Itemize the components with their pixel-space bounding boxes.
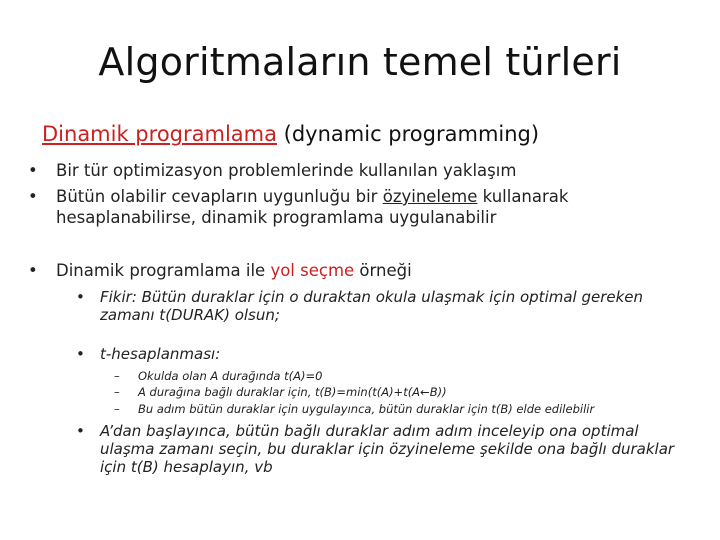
bullet-marker: • bbox=[28, 187, 38, 206]
sub-sub-bullet-item bbox=[114, 385, 714, 401]
sub-bullet-marker: • bbox=[76, 345, 85, 363]
bullet-item bbox=[28, 160, 718, 182]
sub-sub-bullet-item bbox=[114, 402, 714, 418]
bullet-item bbox=[28, 260, 718, 282]
bullet-text-post: kullanarak hesaplanabilirse, dinamik programlama uygulanabilir bbox=[56, 187, 569, 227]
bullet-text bbox=[56, 260, 676, 281]
sub-sub-bullet-text: A durağına bağlı duraklar için, t(B)=min(t(A)+t(A←B)) bbox=[138, 385, 447, 399]
bullet-text-underlined: özyineleme bbox=[382, 187, 478, 206]
heading-rest: (dynamic programming) bbox=[276, 122, 540, 146]
heading-term: Dinamik programlama bbox=[42, 122, 277, 146]
dash-marker: – bbox=[114, 385, 120, 399]
sub-sub-bullet-text: Okulda olan A durağında t(A)=0 bbox=[138, 369, 323, 383]
sub-sub-bullet-item bbox=[114, 369, 714, 385]
bullet-text-highlight: yol seçme bbox=[270, 261, 355, 280]
sub-bullet-text: A’dan başlayınca, bütün bağlı duraklar adım adım inceleyip ona optimal ulaşma zamanı seçin, bu duraklar için özyineleme şekilde ona bağlı duraklar için t(B) hesaplayın, vb bbox=[100, 422, 675, 476]
bullet-text: Bir tür optimizasyon problemlerinde kullanılan yaklaşım bbox=[56, 161, 517, 180]
dash-marker: – bbox=[114, 402, 120, 416]
sub-bullet-item bbox=[76, 422, 716, 482]
sub-bullet-item bbox=[76, 345, 716, 365]
section-heading bbox=[42, 122, 539, 146]
sub-bullet-marker: • bbox=[76, 288, 85, 306]
bullet-text-pre: Dinamik programlama ile bbox=[56, 261, 271, 280]
dash-marker: – bbox=[114, 369, 120, 383]
slide-title: Algoritmaların temel türleri bbox=[98, 40, 622, 84]
bullet-text-post: örneği bbox=[354, 261, 412, 280]
bullet-marker: • bbox=[28, 161, 38, 180]
sub-bullet-text: t-hesaplanması: bbox=[100, 345, 221, 363]
bullet-text-pre: Bütün olabilir cevapların uygunluğu bir bbox=[56, 187, 383, 206]
sub-bullet-marker: • bbox=[76, 422, 85, 440]
bullet-item bbox=[28, 186, 718, 230]
bullet-marker: • bbox=[28, 261, 38, 280]
sub-sub-bullet-text: Bu adım bütün duraklar için uygulayınca, bütün duraklar için t(B) elde edilebilir bbox=[138, 402, 595, 416]
bullet-text bbox=[56, 186, 676, 228]
sub-bullet-text: Fikir: Bütün duraklar için o duraktan okula ulaşmak için optimal gereken zamanı t(DURAK) olsun; bbox=[100, 288, 644, 324]
